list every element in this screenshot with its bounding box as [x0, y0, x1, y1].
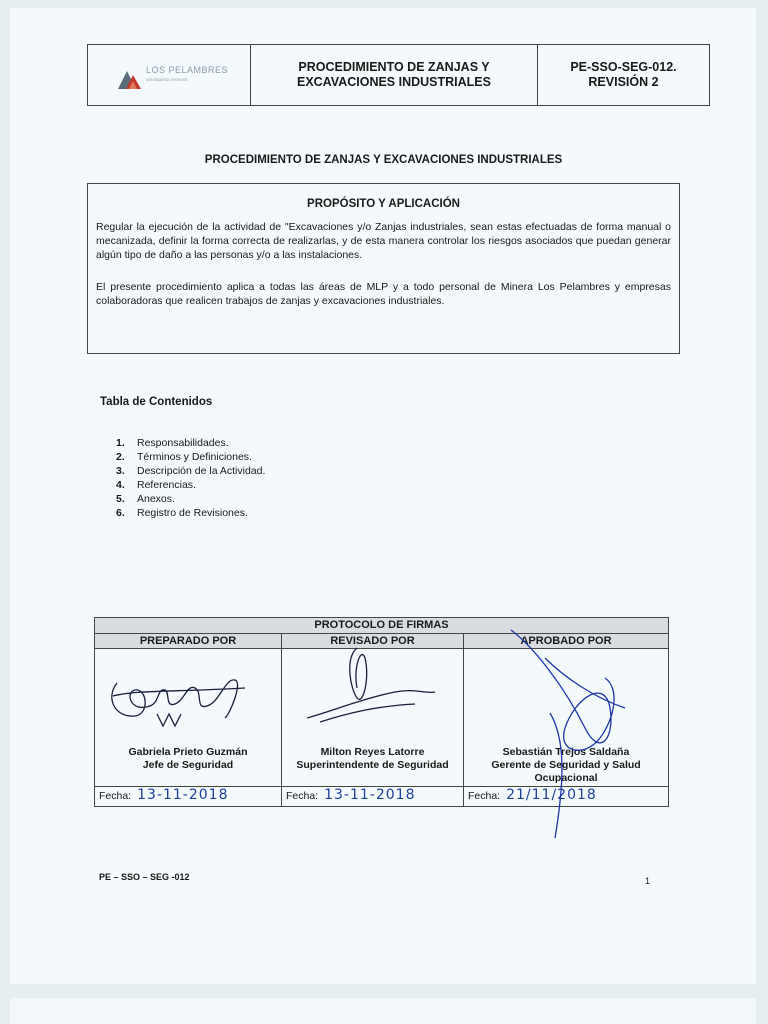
date-field — [95, 786, 281, 806]
signature-protocol-table — [94, 617, 669, 807]
company-logo — [88, 45, 251, 105]
toc-item: 4. Referencias. — [116, 479, 196, 491]
handwritten-date: 13-11-2018 — [137, 787, 229, 803]
document-revision: REVISIÓN 2 — [588, 75, 659, 89]
column-heading: REVISADO POR — [282, 634, 463, 649]
logo-text: LOS PELAMBRES — [146, 65, 229, 75]
next-page-edge — [10, 998, 756, 1024]
document-code: PE-SSO-SEG-012. — [570, 60, 677, 74]
date-field — [282, 786, 463, 806]
toc-item: 3. Descripción de la Actividad. — [116, 465, 266, 477]
page-number: 1 — [645, 876, 651, 886]
column-heading: PREPARADO POR — [95, 634, 281, 649]
signer-name: Gabriela Prieto Guzmán — [128, 746, 248, 758]
signer-block — [95, 746, 281, 772]
date-label: Fecha: — [468, 790, 501, 802]
purpose-heading: PROPÓSITO Y APLICACIÓN — [307, 198, 460, 210]
toc-title: Tabla de Contenidos — [100, 396, 213, 408]
toc-item: 1. Responsabilidades. — [116, 437, 229, 449]
toc-item: 5. Anexos. — [116, 493, 175, 505]
handwritten-date: 21/11/2018 — [506, 787, 597, 803]
signature-column-approved — [464, 634, 668, 806]
column-heading: APROBADO POR — [464, 634, 668, 649]
signer-role: Gerente de Seguridad y Salud Ocupacional — [491, 759, 641, 784]
logo-subtext: antofagasta minerals — [146, 77, 188, 82]
toc-item: 6. Registro de Revisiones. — [116, 507, 248, 519]
purpose-box — [87, 183, 680, 354]
date-label: Fecha: — [286, 790, 319, 802]
purpose-paragraph-1: Regular la ejecución de la actividad de "Excavaciones y/o Zanjas industriales, sean estas efectuadas de forma manual o mecanizada, definir la forma correcta de realizarlas, y de esta manera controlar los riesgos asociados que puedan generar algún tipo de daño a las personas y/o a las instalaciones. — [96, 221, 671, 261]
header-title: PROCEDIMIENTO DE ZANJAS Y EXCAVACIONES INDUSTRIALES — [251, 45, 538, 105]
signer-role: Superintendente de Seguridad — [296, 759, 449, 771]
signer-name: Sebastián Trejos Saldaña — [502, 746, 630, 758]
date-label: Fecha: — [99, 790, 132, 802]
signer-block — [282, 746, 463, 772]
document-title: PROCEDIMIENTO DE ZANJAS Y EXCAVACIONES INDUSTRIALES — [204, 154, 563, 166]
signature-column-prepared — [95, 634, 282, 806]
signer-role: Jefe de Seguridad — [142, 759, 234, 771]
signature-table-title: PROTOCOLO DE FIRMAS — [95, 618, 668, 634]
signer-name: Milton Reyes Latorre — [320, 746, 425, 758]
signer-block — [464, 746, 668, 785]
header-code-cell — [538, 45, 709, 105]
purpose-paragraph-2: El presente procedimiento aplica a todas las áreas de MLP y a todo personal de Minera Los Pelambres y empresas colaboradoras que realicen trabajos de zanjas y excavaciones industriales. — [96, 281, 671, 307]
toc-item: 2. Términos y Definiciones. — [116, 451, 252, 463]
signature-column-reviewed — [282, 634, 464, 806]
footer-document-code: PE – SSO – SEG -012 — [99, 872, 190, 882]
logo-mountain-icon — [116, 63, 142, 93]
header-table — [87, 44, 710, 106]
toc-list — [116, 436, 265, 520]
date-field — [464, 786, 668, 806]
handwritten-date: 13-11-2018 — [324, 787, 416, 803]
